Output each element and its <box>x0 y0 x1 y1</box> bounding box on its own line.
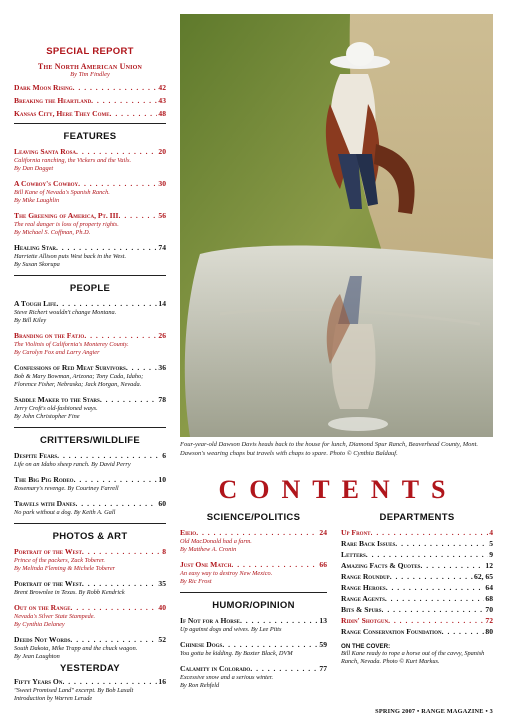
entry-title: Deeds Not Words <box>14 635 71 644</box>
toc-entry[interactable] <box>14 331 166 357</box>
entry-page: 13 <box>319 616 327 625</box>
photo-illustration <box>180 14 493 437</box>
entry-page: 80 <box>485 627 493 636</box>
entry-page: 24 <box>319 528 327 537</box>
toc-entry[interactable] <box>14 395 166 421</box>
entry-title: Up Front <box>341 528 371 537</box>
toc-entry[interactable] <box>14 299 166 325</box>
entry-description: No park without a dog. By Keith A. Gall <box>14 509 116 516</box>
entry-author: By Cynthia Delaney <box>14 621 65 628</box>
entry-description: Brent Brownlee in Texas. By Robb Kendrick <box>14 589 125 596</box>
entry-title: The Greening of America, Pt. III <box>14 211 119 220</box>
entry-title: Leaving Santa Rosa <box>14 147 77 156</box>
toc-entry[interactable] <box>341 616 493 626</box>
union-author: By Tim Findley <box>70 71 110 78</box>
left-column <box>14 46 166 709</box>
entry-page: 77 <box>319 664 327 673</box>
entry-author: By Jean Laughton <box>14 653 60 660</box>
features-heading: FEATURES <box>63 131 117 142</box>
entry-title: Just One Match <box>180 560 232 569</box>
toc-entry[interactable] <box>341 583 493 593</box>
entry-page: 6 <box>162 451 166 460</box>
toc-entry[interactable] <box>14 499 166 517</box>
entry-author: By Dan Dagget <box>14 165 54 172</box>
entry-title: Bits & Spurs <box>341 605 382 614</box>
entry-description: Excessive snow and a serious winter. <box>180 674 274 681</box>
entry-description: An easy way to destroy New Mexico. <box>180 570 273 577</box>
entry-description: Jerry Croft's old-fashioned ways. <box>14 405 98 412</box>
entry-description: Steve Richert wouldn't change Montana. <box>14 309 117 316</box>
entry-title: Letters <box>341 550 366 559</box>
entry-title: Portrait of the West <box>14 547 82 556</box>
entry-page: 48 <box>158 109 166 118</box>
entry-title: Calamity in Colorado <box>180 664 251 673</box>
toc-entry[interactable] <box>180 640 327 658</box>
entry-title: Travels with Danes <box>14 499 76 508</box>
entry-page: 5 <box>489 539 493 548</box>
people-heading: PEOPLE <box>69 283 111 294</box>
entry-title: A Tough Life <box>14 299 57 308</box>
toc-entry[interactable] <box>14 363 166 389</box>
toc-entry[interactable] <box>341 605 493 615</box>
entry-author: By Carolyn Fox and Larry Angier <box>14 349 100 356</box>
entry-page: 52 <box>158 635 166 644</box>
special-report-heading: SPECIAL REPORT <box>46 46 134 57</box>
humor-opinion-heading: HUMOR/OPINION <box>212 600 295 611</box>
entry-page: 20 <box>158 147 166 156</box>
entry-description: Nevada's Silver State Stampede. <box>14 613 96 620</box>
toc-entry[interactable] <box>14 96 166 106</box>
entry-title: Healing Star <box>14 243 56 252</box>
entry-page: 42 <box>158 83 166 92</box>
toc-entry[interactable] <box>180 616 327 634</box>
toc-entry[interactable] <box>14 579 166 597</box>
entry-page: 26 <box>158 331 166 340</box>
toc-entry[interactable] <box>341 594 493 604</box>
entry-page: 78 <box>158 395 166 404</box>
entry-description: Life on an Idaho sheep ranch. By David Perry <box>14 461 131 468</box>
entry-author: By Mike Laughlin <box>14 197 60 204</box>
entry-title: Dark Moon Rising <box>14 83 73 92</box>
entry-page: 4 <box>489 528 493 537</box>
entry-page: 56 <box>158 211 166 220</box>
entry-description: Up against dogs and wives. By Lee Pitts <box>180 626 282 633</box>
middle-column <box>180 512 327 696</box>
entry-title: If Not for a Horse <box>180 616 240 625</box>
toc-entry[interactable] <box>14 243 166 269</box>
entry-page: 36 <box>158 363 166 372</box>
entry-description: California ranching, the Vickers and the Vails. <box>14 157 132 164</box>
departments-heading: DEPARTMENTS <box>379 512 455 523</box>
cover-label: ON THE COVER: <box>341 643 391 650</box>
entry-page: 30 <box>158 179 166 188</box>
entry-title: Range Roundup <box>341 572 390 581</box>
photos-art-heading: PHOTOS & ART <box>52 531 128 542</box>
entry-page: 12 <box>485 561 493 570</box>
entry-description: You gotta be kidding. By Baxter Black, DVM <box>180 650 293 657</box>
entry-page: 64 <box>485 583 493 592</box>
science-politics-heading: SCIENCE/POLITICS <box>206 512 301 523</box>
entry-title: Range Heroes <box>341 583 386 592</box>
entry-author: By John Christopher Fine <box>14 413 80 420</box>
entry-author: By Melinda Fleming & Michele Toberer <box>14 565 116 572</box>
entry-title: Range Conservation Foundation <box>341 627 442 636</box>
entry-page: 43 <box>158 96 166 105</box>
entry-title: Range Agents <box>341 594 385 603</box>
toc-entry[interactable] <box>14 147 166 173</box>
entry-author: By Matthew A. Cronin <box>180 546 237 553</box>
entry-page: 14 <box>158 299 166 308</box>
entry-description: The real danger is loss of property rights. <box>14 221 119 228</box>
union-title[interactable]: The North American Union <box>37 62 143 71</box>
entry-page: 9 <box>489 550 493 559</box>
entry-title: Ridin' Shotgun <box>341 616 389 625</box>
entry-title: Out on the Range <box>14 603 71 612</box>
toc-entry[interactable] <box>341 561 493 571</box>
entry-description: South Dakota, Mike Trapp and the chuck wagon. <box>14 645 138 652</box>
cover-description: Bill Kane ready to rope a horse out of the cavvy, Spanish Ranch, Nevada. Photo © Kurt Markus. <box>341 650 485 665</box>
entry-description: "Sweet Promised Land" excerpt. By Bob Laxalt <box>14 687 134 694</box>
critters-heading: CRITTERS/WILDLIFE <box>39 435 141 446</box>
toc-entry[interactable] <box>14 475 166 493</box>
toc-entry[interactable] <box>14 451 166 469</box>
entry-page: 72 <box>485 616 493 625</box>
toc-entry[interactable] <box>14 211 166 237</box>
entry-page: 68 <box>485 594 493 603</box>
entry-title: Branding on the Fatjo <box>14 331 85 340</box>
entry-title: Fifty Years On <box>14 677 63 686</box>
yesterday-heading: YESTERDAY <box>60 663 120 674</box>
entry-description: Old MacDonald had a farm. <box>180 538 252 545</box>
entry-title: Amazing Facts & Quotes <box>341 561 421 570</box>
toc-entry[interactable] <box>341 528 493 538</box>
entry-title: Eieio <box>180 528 197 537</box>
entry-title: Chinese Dogs <box>180 640 223 649</box>
divider <box>14 275 166 276</box>
toc-entry[interactable] <box>14 635 166 661</box>
entry-author: Introduction by Warren Lerude <box>14 695 93 702</box>
toc-entry[interactable] <box>14 83 166 93</box>
toc-entry[interactable] <box>341 627 493 637</box>
toc-entry[interactable] <box>14 603 166 629</box>
entry-title: Confessions of Red Meat Survivors <box>14 363 126 372</box>
entry-author: By Ric Frost <box>180 578 212 585</box>
entry-description: Bob & Mary Bowman, Arizona; Tony Cada, Idaho; Florence Fisher, Nebraska; Jack Horgan, Nevada. <box>14 373 144 388</box>
divider <box>14 427 166 428</box>
entry-author: By Michael S. Coffman, Ph.D. <box>14 229 91 236</box>
entry-page: 35 <box>158 579 166 588</box>
entry-description: Bill Kane of Nevada's Spanish Ranch. <box>14 189 110 196</box>
entry-author: By Ron Rehfeld <box>180 682 220 689</box>
entry-title: Breaking the Heartland <box>14 96 92 105</box>
toc-entry[interactable] <box>341 550 493 560</box>
contents-title: CONTENTS <box>218 475 458 504</box>
toc-entry[interactable] <box>14 547 166 573</box>
entry-title: Portrait of the West <box>14 579 82 588</box>
entry-page: 60 <box>158 499 166 508</box>
entry-title: Saddle Maker to the Stars <box>14 395 100 404</box>
entry-page: 74 <box>158 243 166 252</box>
page-footer: SPRING 2007 • RANGE MAGAZINE • 3 <box>375 708 493 715</box>
entry-title: A Cowboy's Cowboy <box>14 179 79 188</box>
toc-entry[interactable] <box>14 677 166 703</box>
divider <box>14 523 166 524</box>
entry-page: 8 <box>162 547 166 556</box>
right-column <box>341 512 493 666</box>
entry-title: Despite Fears <box>14 451 58 460</box>
entry-title: The Big Pig Rodeo <box>14 475 74 484</box>
entry-author: By Bill Kiley <box>14 317 47 324</box>
entry-title: Rare Back Issues <box>341 539 396 548</box>
entry-description: Harriette Allison puts West back in the West. <box>14 253 127 260</box>
divider <box>180 592 327 593</box>
entry-page: 10 <box>158 475 166 484</box>
toc-entry[interactable] <box>180 528 327 554</box>
entry-description: Rosemary's revenge. By Courtney Farrell <box>14 485 119 492</box>
entry-page: 40 <box>158 603 166 612</box>
toc-entry[interactable] <box>180 560 327 586</box>
toc-entry[interactable] <box>14 109 166 119</box>
entry-description: The Violinis of California's Monterey County. <box>14 341 129 348</box>
entry-page: 59 <box>319 640 327 649</box>
cover-photo <box>180 14 493 437</box>
divider <box>14 123 166 124</box>
toc-entry[interactable] <box>14 179 166 205</box>
entry-title: Kansas City, Here They Come <box>14 109 110 118</box>
toc-entry[interactable] <box>180 664 327 690</box>
toc-entry[interactable] <box>341 572 493 582</box>
entry-description: Prince of the packers, Zack Toberer. <box>14 557 105 564</box>
entry-page: 62, 65 <box>474 572 493 581</box>
entry-author: By Susan Skorupa <box>14 261 60 268</box>
photo-caption: Four-year-old Dawson Davis heads back to the house for lunch, Diamond Spur Ranch, Beaverhead County, Mont. Dawson's wearing chaps but travels with chaps to spare. Photo © Cynthia Baldauf. <box>180 441 479 457</box>
entry-page: 70 <box>485 605 493 614</box>
entry-page: 66 <box>319 560 327 569</box>
toc-entry[interactable] <box>341 539 493 549</box>
entry-page: 16 <box>158 677 166 686</box>
